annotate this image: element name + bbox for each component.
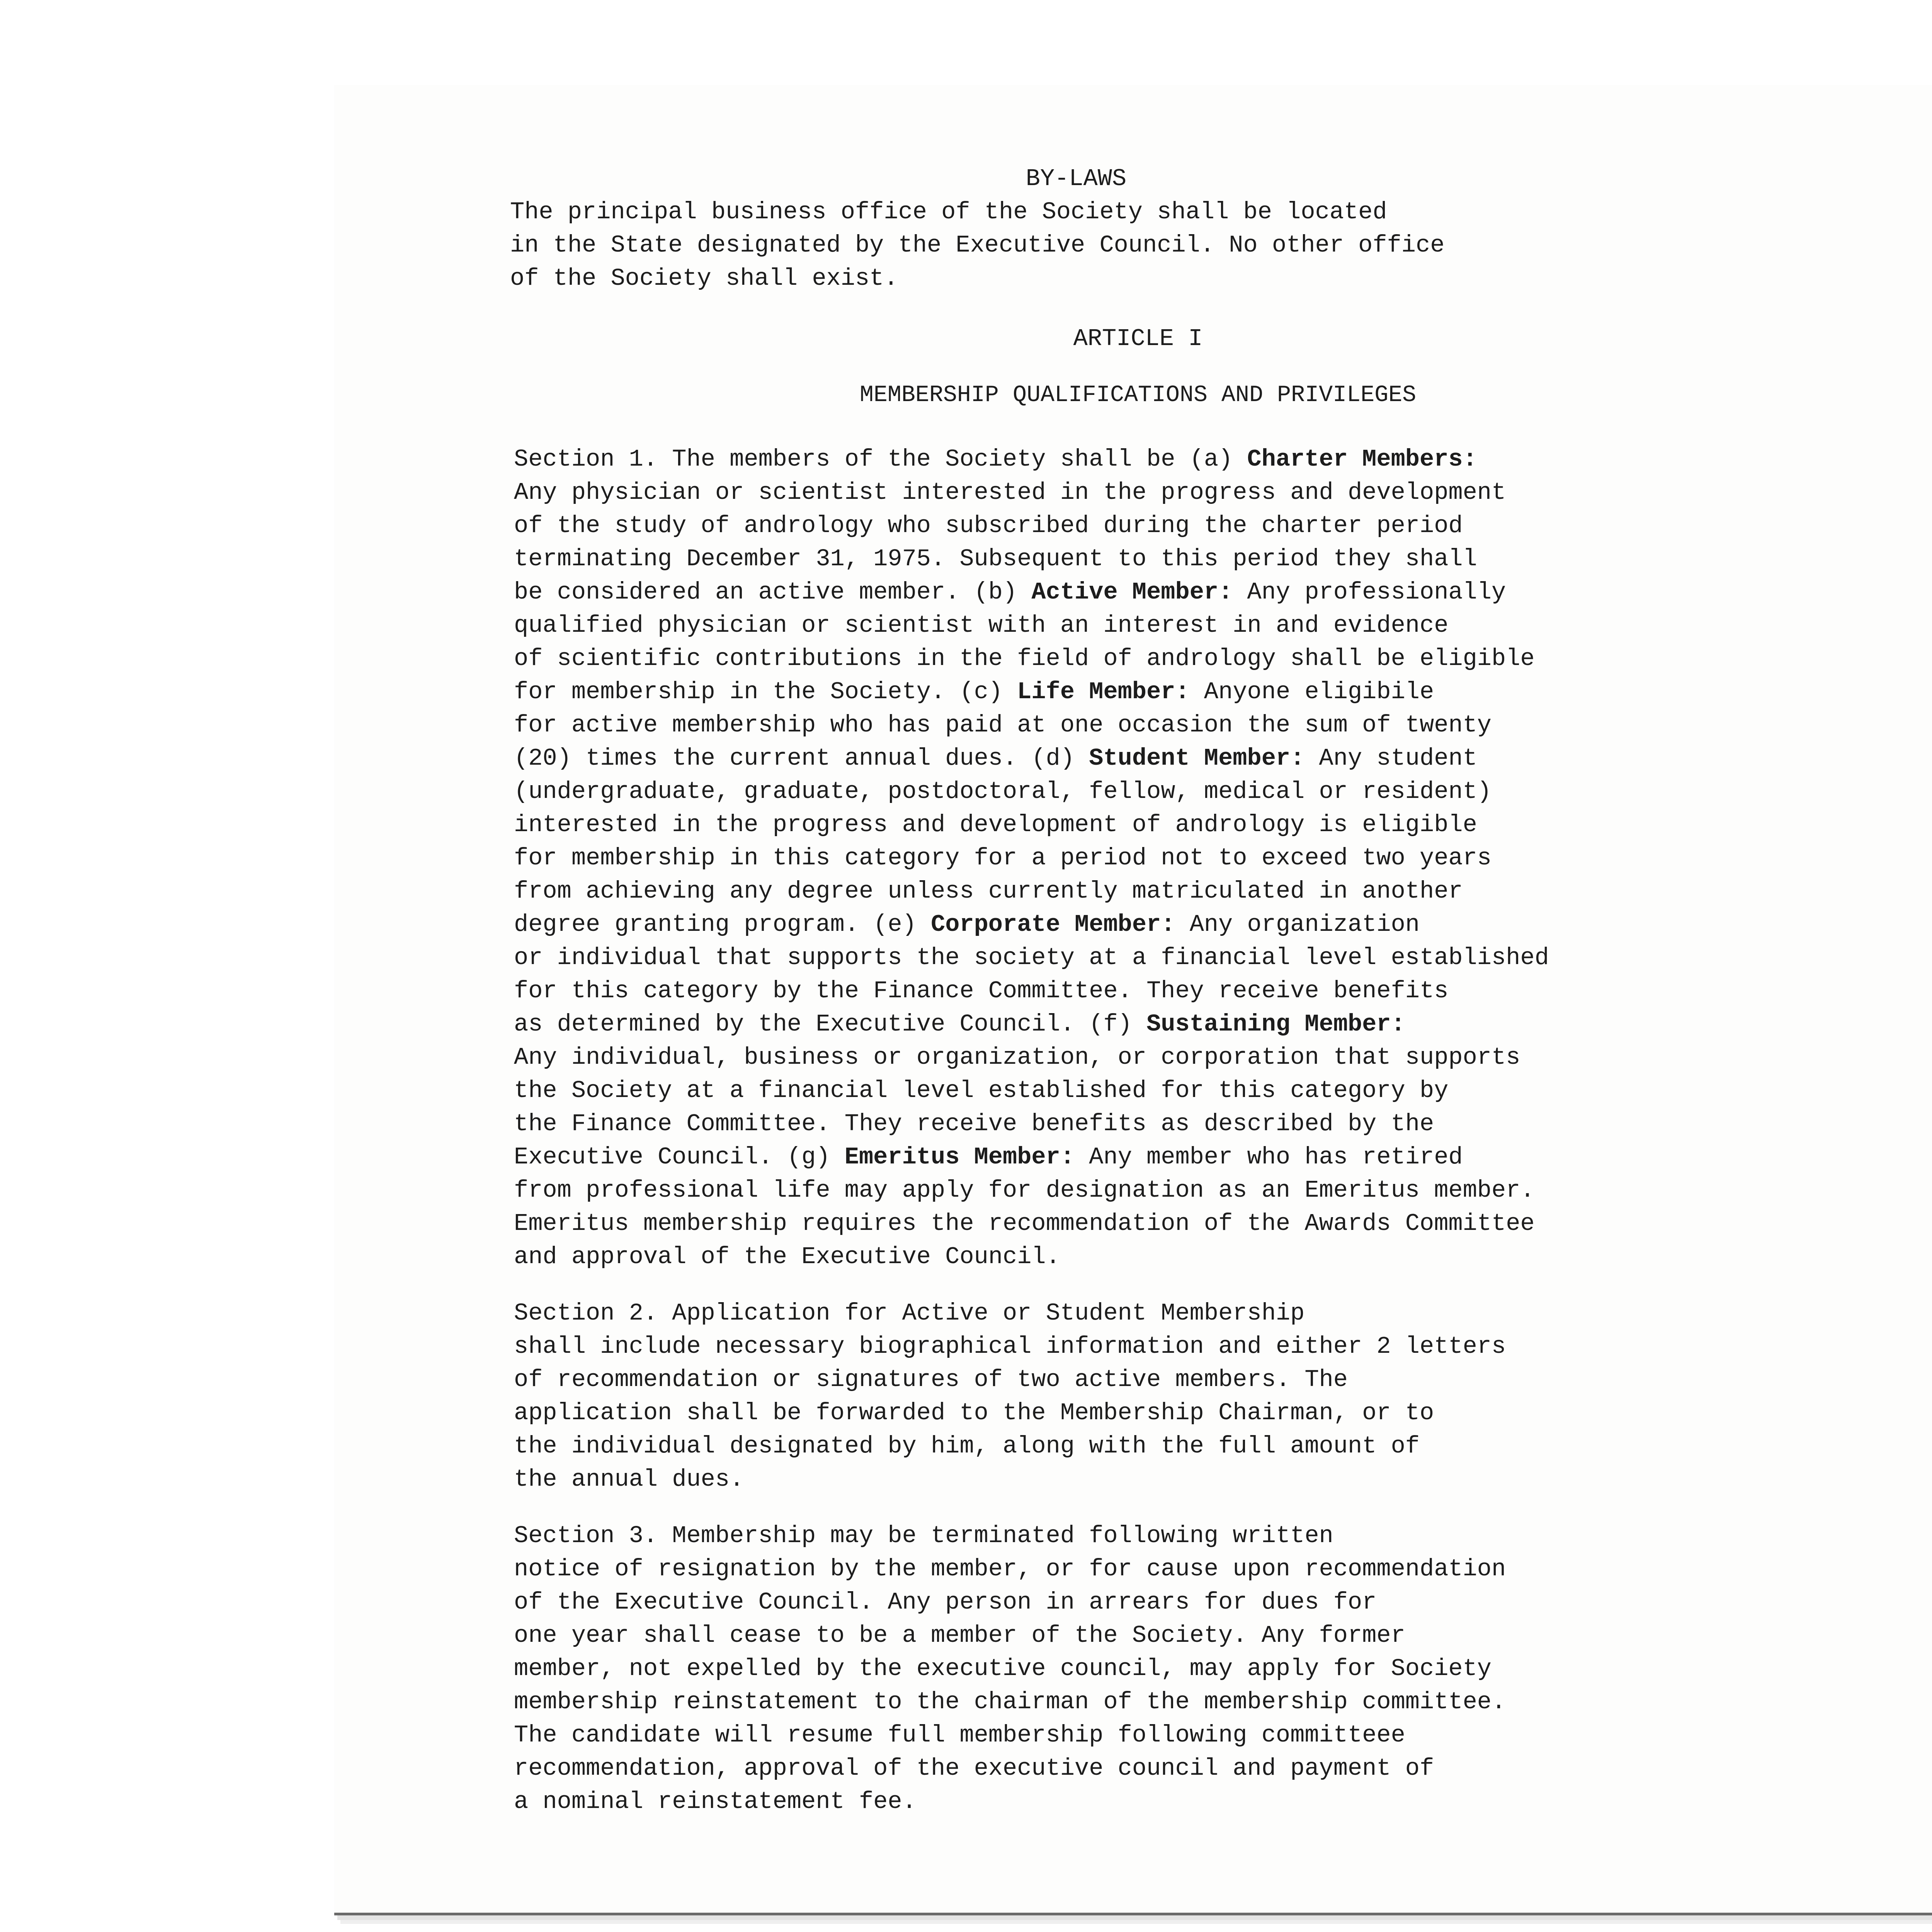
sustaining-member-term: Sustaining Member: <box>1146 1010 1405 1038</box>
article-title: MEMBERSHIP QUALIFICATIONS AND PRIVILEGES <box>859 382 1417 408</box>
life-member-text: Anyone eligibile for active membership who has paid at one occasion the sum of twenty (20) times the current annual dues. (d) <box>514 678 1492 772</box>
section-3-paragraph: Section 3. Membership may be terminated following written notice of resignation by the member, or for cause upon recommendation of the Executive Council. Any person in arrears for dues for one year shall cease to be a member of the Society. Any former member, not expelled by the executive council, may apply for Society membership reinstatement to the chairman of the membership committee. The candidate will resume full membership following committeee recommendation, approval of the executive council and payment of a nominal reinstatement fee. <box>514 1522 1506 1815</box>
document-heading: BY-LAWS <box>1026 165 1127 192</box>
corporate-member-term: Corporate Member: <box>930 911 1175 938</box>
active-member-term: Active Member: <box>1031 578 1233 606</box>
intro-paragraph: The principal business office of the Society shall be located in the State designated by the Executive Council. No other office of the Society shall exist. <box>510 198 1445 292</box>
sustaining-member-text: Any individual, business or organization, or corporation that supports the Society at a financial level established for this category by the Finance Committee. They receive benefits as described by the Executive Council. (g) <box>514 1044 1520 1171</box>
active-member-text: Any professionally qualified physician or scientist with an interest in and evidence of scientific contributions in the field of andrology shall be eligible for membership in the Society. (c) <box>514 578 1535 706</box>
article-number: ARTICLE I <box>1073 325 1203 352</box>
emeritus-member-text: Any member who has retired from professional life may apply for designation as an Emeritus member. Emeritus membership requires the recommendation of the Awards Committee and approval of the Executive Council. <box>514 1143 1535 1270</box>
student-member-text: Any student (undergraduate, graduate, postdoctoral, fellow, medical or resident) interested in the progress and development of andrology is eligible for membership in this category for a period not to exceed two years from achieving any degree unless currently matriculated in another degree granting program. (e) <box>514 745 1492 938</box>
corporate-member-text: Any organization or individual that supports the society at a financial level established for this category by the Finance Committee. They receive benefits as determined by the Executive Council. (f) <box>514 911 1549 1038</box>
section-1-lead: Section 1. The members of the Society shall be (a) <box>514 446 1247 473</box>
emeritus-member-term: Emeritus Member: <box>844 1143 1075 1171</box>
life-member-term: Life Member: <box>1017 678 1190 706</box>
section-1-paragraph <box>514 443 1762 1274</box>
student-member-term: Student Member: <box>1089 745 1305 772</box>
section-2-paragraph: Section 2. Application for Active or Student Membership shall include necessary biographical information and either 2 letters of recommendation or signatures of two active members. The application shall be forwarded to the Membership Chairman, or to the individual designated by him, along with the full amount of the annual dues. <box>514 1299 1506 1493</box>
bylaws-document <box>510 162 1762 1818</box>
charter-members-text: Any physician or scientist interested in the progress and development of the study of andrology who subscribed during the charter period terminating December 31, 1975. Subsequent to this period they shall be considered an active member. (b) <box>514 479 1506 606</box>
charter-members-term: Charter Members: <box>1247 446 1477 473</box>
